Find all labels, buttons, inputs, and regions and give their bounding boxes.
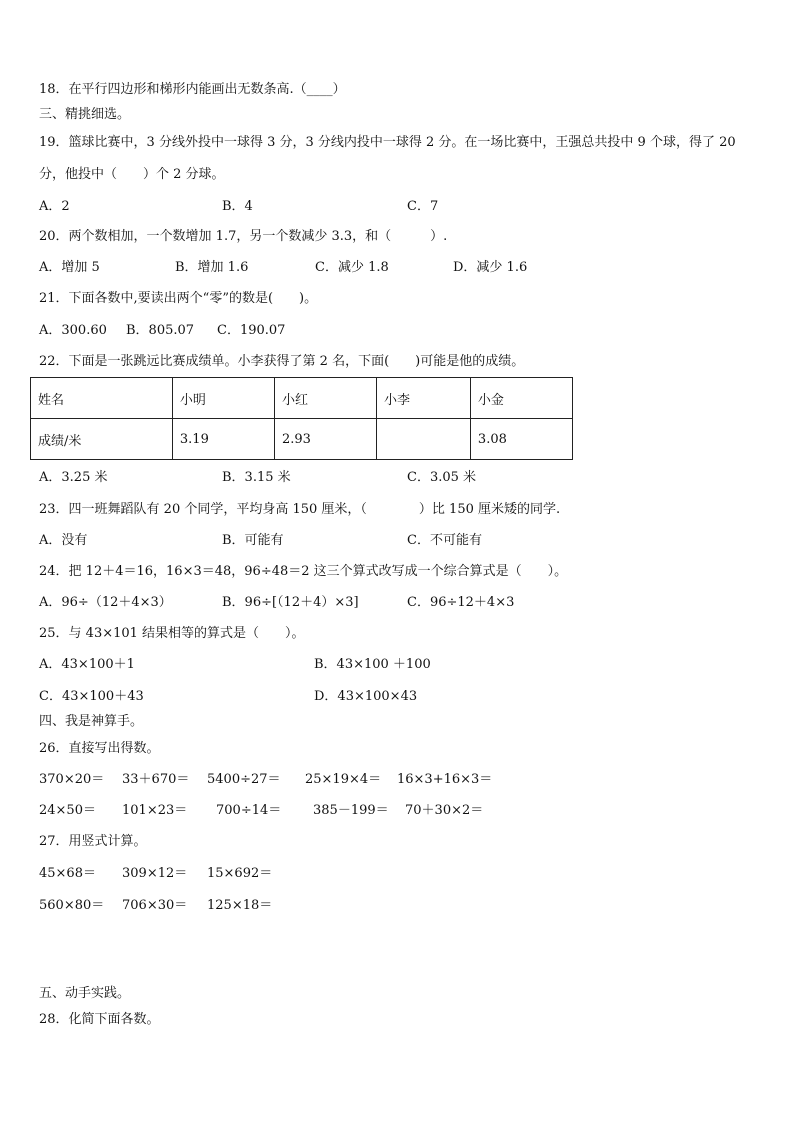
q26-expression: 33＋670＝ xyxy=(122,772,190,787)
table-cell: 小红 xyxy=(274,378,376,419)
q26-expression: 385－199＝ xyxy=(313,803,389,818)
q27-expression: 706×30＝ xyxy=(122,898,188,913)
q26-expression: 700÷14＝ xyxy=(216,803,282,818)
q19-option-c: C．7 xyxy=(407,199,439,214)
q27-expression: 560×80＝ xyxy=(39,898,105,913)
q27-expression: 125×18＝ xyxy=(207,898,273,913)
section-5-heading: 五、动手实践。 xyxy=(39,986,131,1001)
q20-option-d: D．减少 1.6 xyxy=(453,260,528,275)
question-19-line-1: 19．篮球比赛中，3 分线外投中一球得 3 分，3 分线内投中一球得 2 分。在一场比赛中，王强总共投中 9 个球，得了 20 xyxy=(39,135,736,150)
q25-option-d: D．43×100×43 xyxy=(314,689,418,704)
q22-option-b: B．3.15 米 xyxy=(222,470,291,485)
q25-option-b: B．43×100 ＋100 xyxy=(314,657,431,672)
q27-expression: 15×692＝ xyxy=(207,866,273,881)
q27-expression: 45×68＝ xyxy=(39,866,96,881)
table-cell: 姓名 xyxy=(31,378,173,419)
question-18: 18．在平行四边形和梯形内能画出无数条高.（____） xyxy=(39,82,346,97)
q24-option-a: A．96÷（12＋4×3） xyxy=(39,595,172,610)
q22-option-c: C．3.05 米 xyxy=(407,470,477,485)
table-cell: 小金 xyxy=(470,378,572,419)
q26-expression: 101×23＝ xyxy=(122,803,188,818)
q19-option-a: A．2 xyxy=(39,199,70,214)
q24-option-b: B．96÷[（12＋4）×3] xyxy=(222,595,359,610)
table-cell: 3.08 xyxy=(470,419,572,460)
q23-option-b: B．可能有 xyxy=(222,533,284,548)
question-21: 21．下面各数中,要读出两个“零”的数是( )。 xyxy=(39,291,318,306)
question-25: 25．与 43×101 结果相等的算式是（ ）。 xyxy=(39,626,305,641)
q26-expression: 16×3+16×3＝ xyxy=(397,772,493,787)
q26-expression: 370×20＝ xyxy=(39,772,105,787)
q25-option-a: A．43×100＋1 xyxy=(39,657,135,672)
question-19-line-2: 分，他投中（ ）个 2 分球。 xyxy=(39,167,225,182)
question-27: 27．用竖式计算。 xyxy=(39,834,147,849)
q22-option-a: A．3.25 米 xyxy=(39,470,108,485)
q23-option-a: A．没有 xyxy=(39,533,88,548)
q24-option-c: C．96÷12＋4×3 xyxy=(407,595,515,610)
table-row xyxy=(31,419,573,460)
question-20: 20．两个数相加，一个数增加 1.7，另一个数减少 3.3，和（ ）. xyxy=(39,229,448,244)
q21-option-b: B．805.07 xyxy=(126,323,195,338)
q20-option-a: A．增加 5 xyxy=(39,260,100,275)
table-cell: 小李 xyxy=(377,378,471,419)
q26-expression: 25×19×4＝ xyxy=(305,772,382,787)
table-cell: 2.93 xyxy=(274,419,376,460)
q21-option-a: A．300.60 xyxy=(39,323,107,338)
q20-option-b: B．增加 1.6 xyxy=(175,260,249,275)
q25-option-c: C．43×100＋43 xyxy=(39,689,144,704)
q19-option-b: B．4 xyxy=(222,199,253,214)
q20-option-c: C．减少 1.8 xyxy=(315,260,389,275)
q27-expression: 309×12＝ xyxy=(122,866,188,881)
question-23: 23．四一班舞蹈队有 20 个同学，平均身高 150 厘米，（ ）比 150 厘米矮的同学. xyxy=(39,502,561,517)
table-header-row xyxy=(31,378,573,419)
q26-expression: 5400÷27＝ xyxy=(207,772,281,787)
score-table xyxy=(30,377,573,460)
table-cell: 3.19 xyxy=(172,419,274,460)
question-24: 24．把 12＋4＝16，16×3＝48，96÷48＝2 这三个算式改写成一个综合算式是（ ）。 xyxy=(39,564,568,579)
q23-option-c: C．不可能有 xyxy=(407,533,482,548)
question-28: 28．化简下面各数。 xyxy=(39,1012,160,1027)
table-cell: 小明 xyxy=(172,378,274,419)
q26-expression: 70＋30×2＝ xyxy=(405,803,484,818)
q21-option-c: C．190.07 xyxy=(217,323,286,338)
q26-expression: 24×50＝ xyxy=(39,803,96,818)
section-3-heading: 三、精挑细选。 xyxy=(39,107,131,122)
question-22: 22．下面是一张跳远比赛成绩单。小李获得了第 2 名，下面( )可能是他的成绩。 xyxy=(39,354,525,369)
table-cell xyxy=(377,419,471,460)
question-26: 26．直接写出得数。 xyxy=(39,741,160,756)
table-cell: 成绩/米 xyxy=(31,419,173,460)
section-4-heading: 四、我是神算手。 xyxy=(39,714,144,729)
